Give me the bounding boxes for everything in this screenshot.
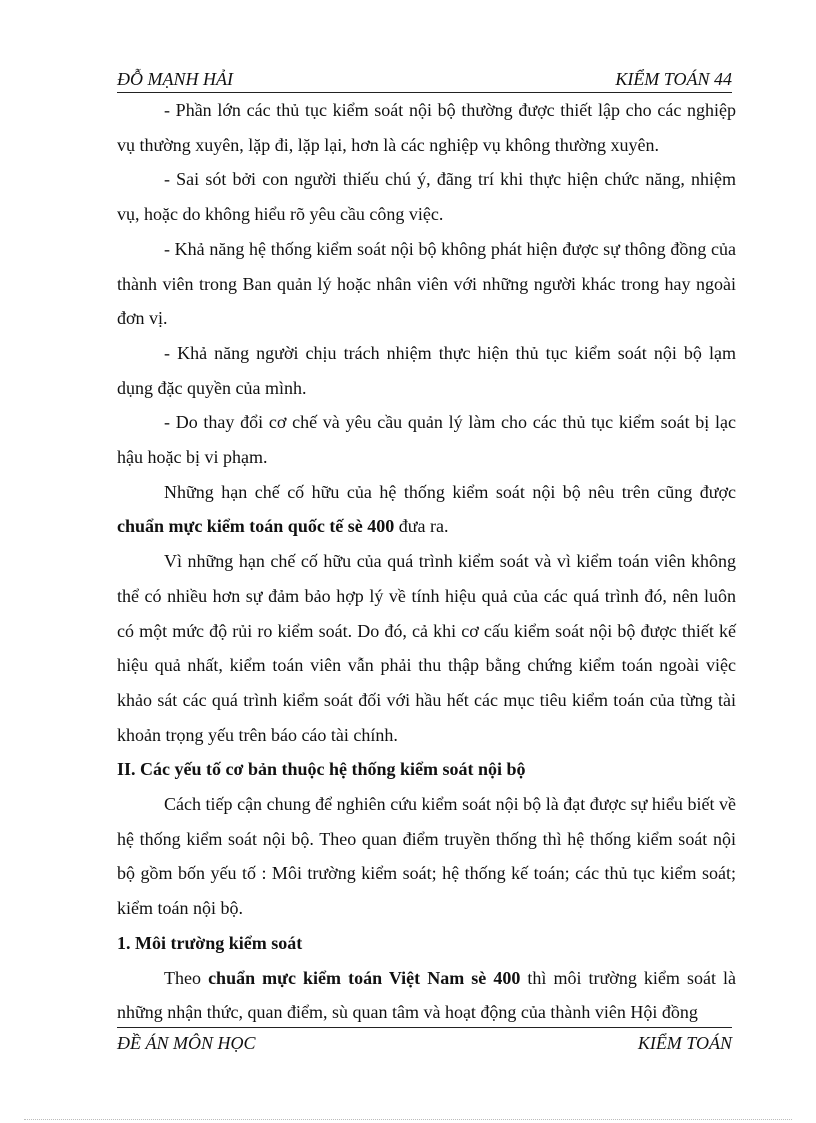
page-footer — [117, 1027, 732, 1054]
paragraph-limits-summary — [117, 475, 736, 544]
document-body — [117, 93, 736, 1030]
footer-subject: KIỂM TOÁN — [637, 1033, 732, 1053]
paragraph-control-risk: Vì những hạn chế cố hữu của quá trình kiểm soát và vì kiểm toán viên không thể có nhiều hơn sự đảm bảo hợp lý về tính hiệu quả của các quá trình đó, nên luôn có một mức độ rủi ro kiểm soát. Do đó, cả khi cơ cấu kiểm soát nội bộ được thiết kế hiệu quả nhất, kiểm toán viên vẫn phải thu thập bằng chứng kiểm toán ngoài việc khảo sát các quá trình kiểm soát đối với hầu hết các mục tiêu kiểm toán của từng tài khoản trọng yếu trên báo cáo tài chính. — [117, 551, 736, 745]
paragraph-limit-3: - Khả năng hệ thống kiểm soát nội bộ không phát hiện được sự thông đồng của thành viên trong Ban quản lý hoặc nhân viên với những người khác trong hay ngoài đơn vị. — [117, 238, 736, 329]
header-subject: KIỂM TOÁN 44 — [615, 69, 732, 89]
section-heading: II. Các yếu tố cơ bản thuộc hệ thống kiểm soát nội bộ — [117, 759, 526, 780]
text-run: Theo — [164, 967, 209, 988]
text-run: Những hạn chế cố hữu của hệ thống kiểm soát nội bộ nêu trên cũng được — [164, 481, 736, 502]
page-header — [117, 68, 732, 93]
paragraph-limit-2: - Sai sót bởi con người thiếu chú ý, đãng trí khi thực hiện chức năng, nhiệm vụ, hoặc do không hiểu rõ yêu cầu công việc. — [117, 169, 736, 225]
bold-standard-reference: chuẩn mực kiểm toán Việt Nam sè 400 — [208, 967, 521, 988]
page-bottom-edge — [24, 1119, 792, 1120]
subsection-heading: 1. Môi trường kiểm soát — [117, 932, 303, 953]
footer-doc-type: ĐỀ ÁN MÔN HỌC — [117, 1033, 256, 1053]
paragraph-limit-4: - Khả năng người chịu trách nhiệm thực hiện thủ tục kiểm soát nội bộ lạm dụng đặc quyền của mình. — [117, 342, 736, 398]
paragraph-approach: Cách tiếp cận chung để nghiên cứu kiểm soát nội bộ là đạt được sự hiểu biết về hệ thống kiểm soát nội bộ. Theo quan điểm truyền thống thì hệ thống kiểm soát nội bộ gồm bốn yếu tố : Môi trường kiểm soát; hệ thống kế toán; các thủ tục kiểm soát; kiểm toán nội bộ. — [117, 794, 736, 919]
paragraph-limit-1: - Phần lớn các thủ tục kiểm soát nội bộ thường được thiết lập cho các nghiệp vụ thường xuyên, lặp đi, lặp lại, hơn là các nghiệp vụ không thường xuyên. — [117, 100, 736, 155]
bold-standard-reference: chuẩn mực kiểm toán quốc tế sè 400 — [117, 516, 395, 537]
text-run: đưa ra. — [394, 516, 449, 537]
paragraph-limit-5: - Do thay đổi cơ chế và yêu cầu quản lý làm cho các thủ tục kiểm soát bị lạc hậu hoặc bị vi phạm. — [117, 412, 736, 468]
text-run: thì môi trường kiểm soát là những nhận thức, quan điểm, sù quan tâm và hoạt động của thành viên Hội đồng — [117, 967, 737, 1023]
header-author: ĐỖ MẠNH HẢI — [117, 69, 233, 89]
paragraph-control-environment — [117, 961, 736, 1030]
